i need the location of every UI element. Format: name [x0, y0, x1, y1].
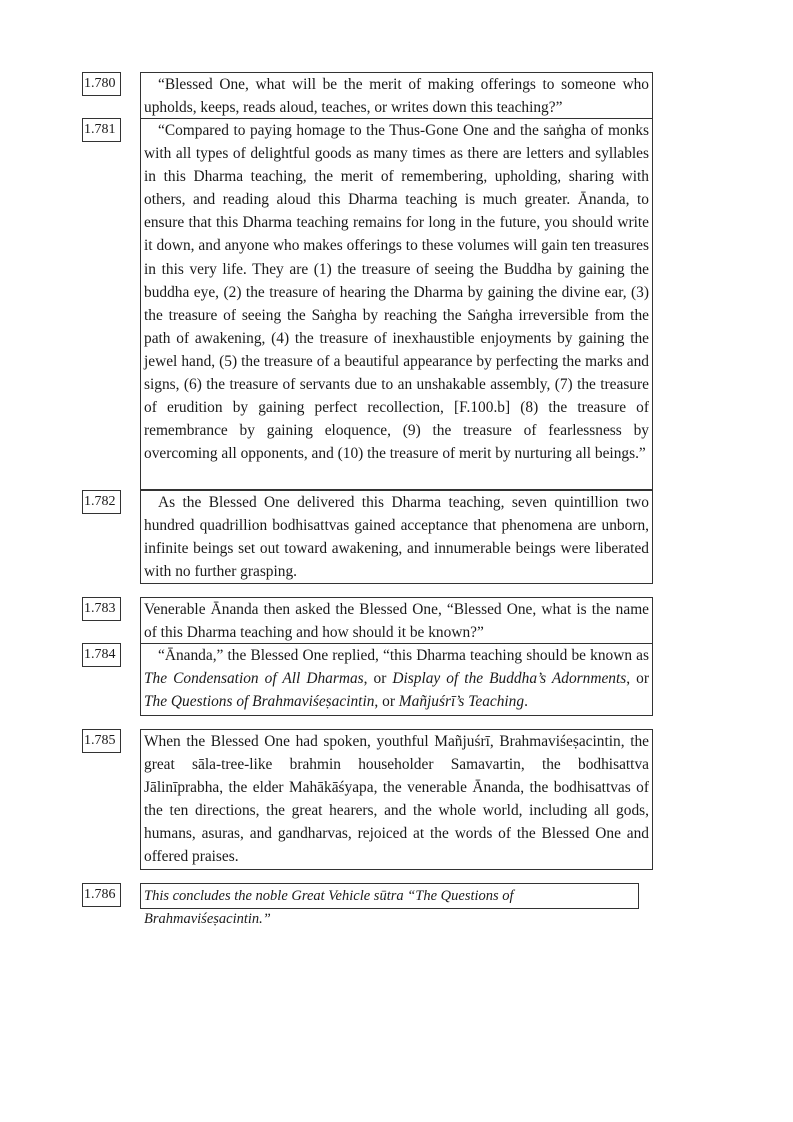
- colophon-text: This concludes the noble Great Vehicle sūtra “The Questions of Brahmaviśeṣacintin.”: [144, 888, 514, 928]
- text-end: .: [524, 693, 528, 711]
- paragraph-1782: [140, 490, 653, 584]
- paragraph-number: 1.784: [82, 643, 121, 667]
- paragraph-number: 1.783: [82, 597, 121, 621]
- separator: , or: [626, 670, 649, 688]
- paragraph-number: 1.786: [82, 883, 121, 907]
- colophon: [140, 883, 639, 928]
- text-segment: “Ānanda,” the Blessed One replied, “this Dharma teaching should be known as: [158, 647, 649, 664]
- title-display: Display of the Buddha’s Adornments: [392, 670, 627, 688]
- paragraph-1785: [140, 729, 653, 870]
- paragraph-number: 1.782: [82, 490, 121, 514]
- paragraph-1780: [140, 72, 653, 119]
- paragraph-text: [144, 644, 649, 713]
- paragraph-number: 1.781: [82, 118, 121, 142]
- paragraph-1783: [140, 597, 653, 644]
- title-questions: The Questions of Brahmaviśeṣacintin: [144, 693, 375, 711]
- paragraph-text: When the Blessed One had spoken, youthful Mañjuśrī, Brahmaviśeṣacintin, the great sāla-tree-like brahmin householder Samavartin, the bodhisattva Jālinīprabha, the elder Mahākāśyapa, the venerable Ānanda, the bodhisattvas of the ten directions, the great hearers, and the whole world, including all gods, humans, asuras, and gandharvas, rejoiced at the words of the Blessed One and offered praises.: [144, 733, 649, 866]
- separator: , or: [374, 693, 399, 711]
- paragraph-1784: [140, 643, 653, 716]
- separator: , or: [363, 670, 393, 688]
- title-manjushri-teaching: Mañjuśrī’s Teaching: [398, 693, 525, 711]
- paragraph-1781: [140, 118, 653, 490]
- paragraph-text: As the Blessed One delivered this Dharma teaching, seven quintillion two hundred quadrillion bodhisattvas gained acceptance that phenomena are unborn, infinite beings set out toward awakening, and innumerable beings were liberated with no further grasping.: [144, 494, 649, 581]
- paragraph-text: “Compared to paying homage to the Thus-Gone One and the saṅgha of monks with all types of delightful goods as many times as there are letters and syllables in this Dharma teaching, the merit of remembering, upholding, sharing with others, and reading aloud this Dharma teaching is much greater. Ānanda, to ensure that this Dharma teaching remains for long in the future, you should write it down, and anyone who makes offerings to these volumes will gain ten treasures in this very life. They are (1) the treasure of seeing the Buddha by gaining the buddha eye, (2) the treasure of hearing the Dharma by gaining the divine ear, (3) the treasure of seeing the Saṅgha by reaching the Saṅgha irreversible from the path of awakening, (4) the treasure of inexhaustible enjoyments by gaining the jewel hand, (5) the treasure of a beautiful appearance by perfecting the marks and signs, (6) the treasure of servants due to an unshakable assembly, (7) the treasure of erudition by gaining perfect recollection, [F.100.b] (8) the treasure of remembrance by gaining eloquence, (9) the treasure of fearlessness by overcoming all opponents, and (10) the treasure of merit by nurturing all beings.”: [144, 122, 649, 463]
- paragraph-text: Venerable Ānanda then asked the Blessed One, “Blessed One, what is the name of this Dharma teaching and how should it be known?”: [144, 601, 649, 642]
- paragraph-number: 1.785: [82, 729, 121, 753]
- title-condensation: The Condensation of All Dharmas: [144, 670, 364, 688]
- paragraph-number: 1.780: [82, 72, 121, 96]
- paragraph-text: “Blessed One, what will be the merit of making offerings to someone who upholds, keeps, reads aloud, teaches, or writes down this teaching?”: [144, 76, 649, 117]
